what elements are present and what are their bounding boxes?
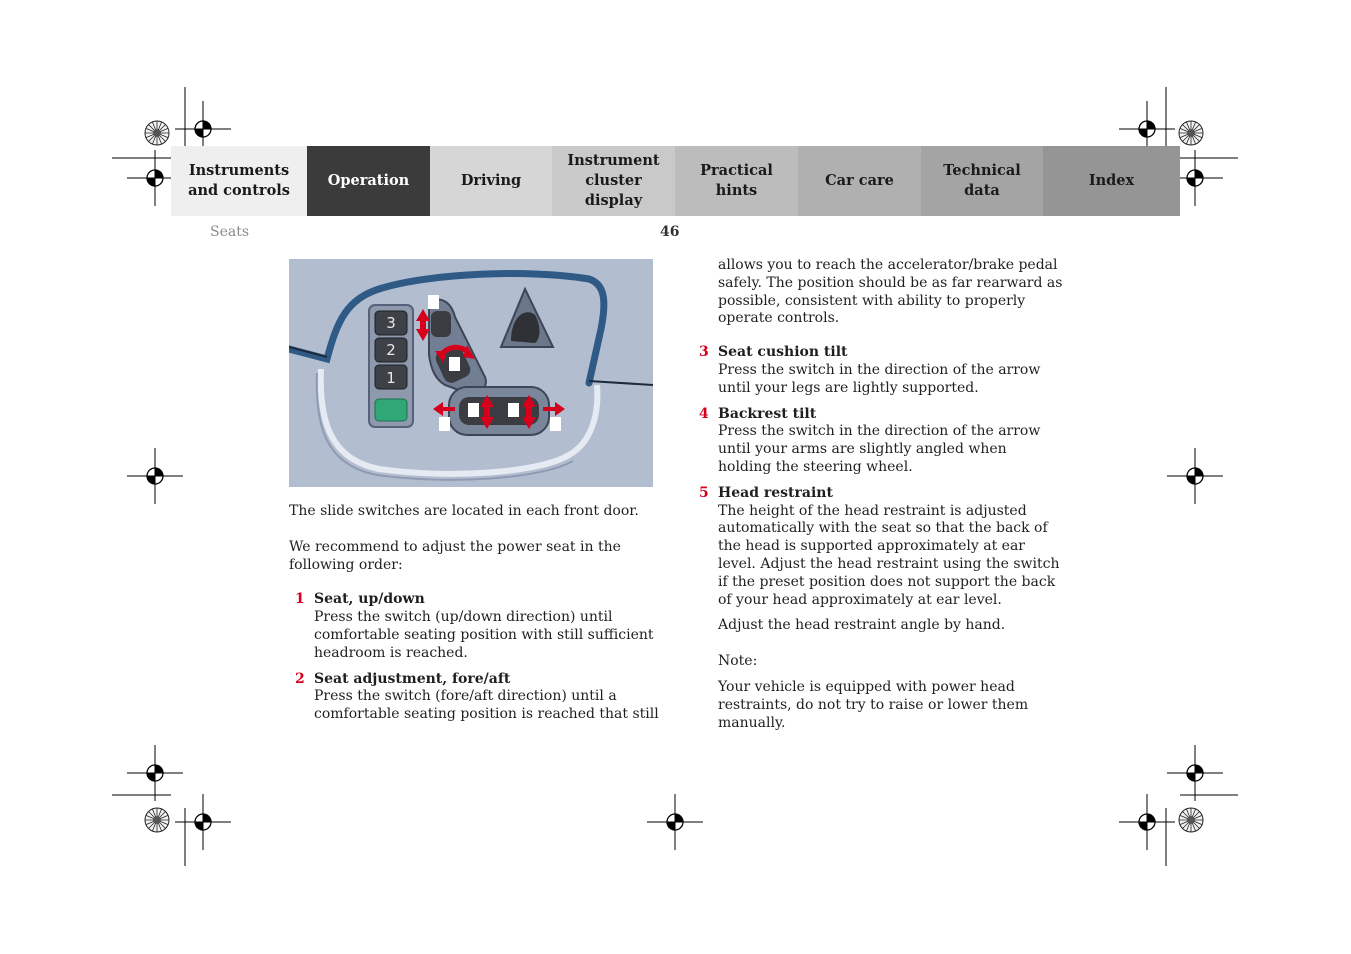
list-item <box>693 406 1063 477</box>
headrest-switch <box>431 311 451 337</box>
paragraph: The slide switches are located in each front door. <box>289 503 639 519</box>
item-text: The height of the head restraint is adjusted automatically with the seat so that the back of the head is supported approximately at ear level. Adjust the head restraint using the switch if the preset position does not support the back of your head approximately at ear level. <box>718 502 1060 608</box>
item-text: Press the switch in the direction of the arrow until your legs are lightly supported. <box>718 361 1041 396</box>
note-label: Note: <box>718 653 758 670</box>
tab-index[interactable]: Index <box>1043 146 1180 216</box>
item-text: Press the switch (fore/aft direction) until a comfortable seating position is reached that still <box>314 688 659 723</box>
memory-button-1 <box>375 365 407 389</box>
memory-button-2 <box>375 338 407 362</box>
tab-technical-data[interactable]: Technical data <box>921 146 1043 216</box>
svg-text:3: 3 <box>386 314 396 332</box>
tab-instrument-cluster-display[interactable]: Instrument cluster display <box>552 146 675 216</box>
seat-switch-illustration <box>289 259 653 487</box>
section-title: Seats <box>210 224 250 240</box>
item-text: Press the switch in the direction of the arrow until your arms are slightly angled when holding the steering wheel. <box>718 423 1041 475</box>
item-title: Seat cushion tilt <box>718 344 848 361</box>
tab-instruments-and-controls[interactable]: Instruments and controls <box>171 146 307 216</box>
tab-practical-hints[interactable]: Practical hints <box>675 146 798 216</box>
tab-car-care[interactable]: Car care <box>798 146 921 216</box>
memory-store-button <box>375 399 407 421</box>
note-text: Your vehicle is equipped with power head restraints, do not try to raise or lower them manually. <box>718 678 1029 731</box>
svg-text:1: 1 <box>386 369 396 387</box>
item-number: 1 <box>295 591 305 608</box>
list-item <box>289 671 659 724</box>
item-title: Seat adjustment, fore/aft <box>314 670 511 687</box>
item-number: 5 <box>699 484 709 501</box>
list-item <box>289 591 659 662</box>
item-title: Backrest tilt <box>718 405 817 422</box>
left-column <box>289 503 659 724</box>
item-number: 4 <box>699 405 709 422</box>
tab-driving[interactable]: Driving <box>430 146 552 216</box>
paragraph: We recommend to adjust the power seat in the following order: <box>289 538 621 573</box>
svg-text:2: 2 <box>386 341 396 359</box>
item-title: Head restraint <box>718 484 833 501</box>
item-number: 3 <box>699 344 709 361</box>
item-text: Press the switch (up/down direction) until comfortable seating position with still sufficient headroom is reached. <box>314 609 654 661</box>
list-item <box>693 344 1063 397</box>
right-column <box>693 257 1063 732</box>
list-item <box>693 485 1063 610</box>
tab-operation[interactable]: Operation <box>307 146 430 216</box>
paragraph-continued: allows you to reach the accelerator/brake pedal safely. The position should be as far rearward as possible, consistent with ability to properly operate controls. <box>718 257 1063 327</box>
paragraph: Adjust the head restraint angle by hand. <box>718 617 1006 634</box>
memory-button-3 <box>375 311 407 335</box>
page-number: 46 <box>660 224 680 240</box>
item-number: 2 <box>295 670 305 687</box>
chapter-nav <box>171 146 1180 216</box>
item-title: Seat, up/down <box>314 591 425 608</box>
